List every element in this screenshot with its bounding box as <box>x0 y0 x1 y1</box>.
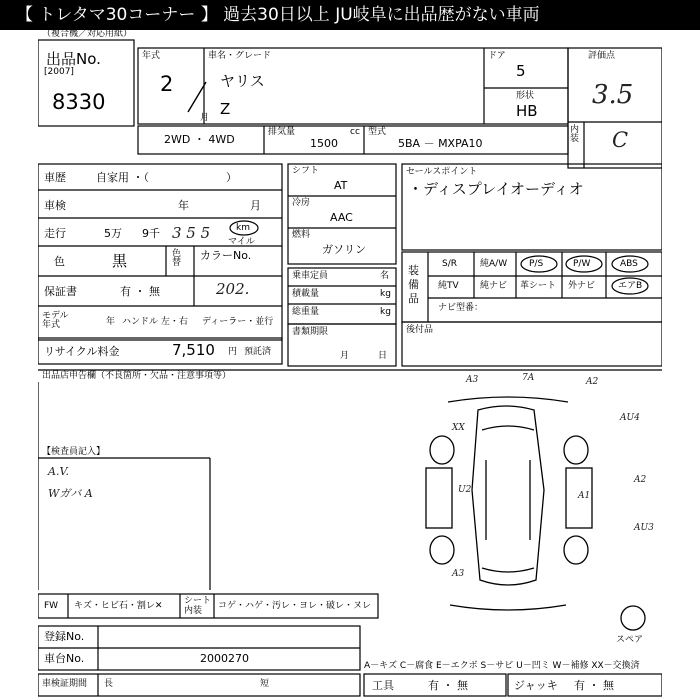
mileage-man: 5万 <box>104 227 122 240</box>
mileage-unit-km: km <box>236 223 250 233</box>
mark-a3-top: A3 <box>466 375 479 385</box>
mileage-label: 走行 <box>44 227 66 240</box>
shape-label: 形状 <box>516 91 535 101</box>
warranty-label: 保証書 <box>44 285 77 298</box>
docs-expiry-month: 月 <box>340 351 350 361</box>
model-grade: Z <box>220 100 231 118</box>
year-value: 2 <box>160 72 174 96</box>
auction-sheet <box>38 30 662 698</box>
capacity-unit-1: kg <box>380 289 391 299</box>
score-label: 評価点 <box>588 51 616 61</box>
type-label: 型式 <box>368 127 387 137</box>
displacement-unit: cc <box>350 127 360 137</box>
color-value: 黒 <box>112 252 128 270</box>
equipment-leather: 革シート <box>520 281 557 291</box>
jack-label: ジャッキ <box>514 679 558 692</box>
recycle-label: リサイクル料金 <box>44 345 120 358</box>
recycle-value: 7,510 <box>172 341 215 359</box>
jack-value: 有 ・ 無 <box>574 679 614 692</box>
color-change: 色替 <box>172 249 182 268</box>
equipment-navi: 純ナビ <box>480 281 508 291</box>
cert-label: 車検証期間 <box>42 679 88 689</box>
chassis-value: 2000270 <box>200 652 249 665</box>
equipment-ps: P/S <box>529 259 544 269</box>
registration-label: 登録No. <box>44 630 85 643</box>
retrofit-label: 後付品 <box>406 325 434 335</box>
history-label: 車歴 <box>44 171 66 184</box>
recycle-status: 預託済 <box>244 347 272 357</box>
doors-label: ドア <box>488 51 506 61</box>
header-note: （複合機／対応用紙） <box>42 29 133 39</box>
mark-u2: U2 <box>458 485 472 495</box>
equipment-abs: ABS <box>620 259 638 269</box>
mark-a3-bottom: A3 <box>452 569 465 579</box>
drive: 2WD ・ 4WD <box>164 133 235 146</box>
equipment-ext-navi: 外ナビ <box>568 281 596 291</box>
capacity-label-0: 乗車定員 <box>292 271 329 281</box>
tools-label: 工具 <box>372 679 394 692</box>
tools-value: 有 ・ 無 <box>428 679 468 692</box>
capacity-unit-0: 名 <box>380 271 390 281</box>
chassis-label: 車台No. <box>44 652 85 665</box>
fw-text: キズ・ヒビ石・割レ✕ <box>74 601 163 611</box>
equipment-tv: 純TV <box>438 281 459 291</box>
lot-number: 8330 <box>52 90 106 114</box>
fw-seat-text: コゲ・ハゲ・汚レ・ヨレ・破レ・ヌレ <box>218 601 372 611</box>
mark-au4: AU4 <box>620 413 640 423</box>
shape-value: HB <box>516 102 538 120</box>
lot-stamp: [2007] <box>44 67 74 77</box>
score-value: 3.5 <box>592 80 634 110</box>
fw-label: FW <box>44 601 59 611</box>
color-label: 色 <box>54 255 65 268</box>
equipment-navi-model: ナビ型番： <box>438 303 484 313</box>
inspector-label: 【検査員記入】 <box>42 447 106 457</box>
history-value: 自家用 ・（ ） <box>96 171 237 184</box>
fuel-label: 燃料 <box>292 230 311 240</box>
type-value: 5BA － MXPA10 <box>398 137 483 150</box>
mark-7a: 7A <box>522 373 535 383</box>
capacity-unit-2: kg <box>380 307 391 317</box>
warranty-value: 有 ・ 無 <box>120 285 160 298</box>
equipment-label: 装備品 <box>408 264 419 305</box>
shift-value: AT <box>334 179 348 192</box>
year-label: 年式 <box>142 51 161 61</box>
docs-expiry-label: 書類期限 <box>292 327 329 337</box>
model-name: ヤリス <box>220 72 265 90</box>
mileage-digits: 3 5 5 <box>172 224 211 242</box>
mileage-unit-mile: マイル <box>228 237 255 247</box>
interior-label: 内装 <box>570 125 580 144</box>
cert-short: 短 <box>260 679 270 689</box>
model-year-label: モデル年式 <box>42 311 69 330</box>
inspection-month: 月 <box>250 199 261 212</box>
year-month: 月 <box>200 113 210 123</box>
mark-a1: A1 <box>578 491 591 501</box>
mileage-sen: 9千 <box>142 227 160 240</box>
lot-label: 出品No. <box>46 50 101 68</box>
mark-a2-right: A2 <box>634 475 647 485</box>
model-year-dealer: ディーラー・並行 <box>202 317 274 327</box>
displacement-value: 1500 <box>310 137 338 150</box>
capacity-label-2: 総重量 <box>292 307 320 317</box>
banner: 【 トレタマ30コーナー 】 過去30日以上 JU岐阜に出品歴がない車両 <box>0 0 700 30</box>
color-no: 202. <box>216 280 250 298</box>
capacity-label-1: 積載量 <box>292 289 320 299</box>
spare-label: スペア <box>616 635 644 645</box>
aircon-label: 冷房 <box>292 198 311 208</box>
color-no-label: カラーNo. <box>200 249 252 262</box>
model-label: 車名・グレード <box>208 51 272 61</box>
equipment-airbag: エアB <box>618 281 643 291</box>
displacement-label: 排気量 <box>268 127 296 137</box>
inspection-label: 車検 <box>44 199 66 212</box>
fuel-value: ガソリン <box>322 243 366 256</box>
aircon-value: AAC <box>330 211 353 224</box>
fw-seat-label: シート内装 <box>184 596 212 616</box>
equipment-pw: P/W <box>573 259 591 269</box>
inspector-note-2: Wガバ A <box>48 487 93 500</box>
shift-label: シフト <box>292 166 320 176</box>
interior-value: C <box>612 128 629 152</box>
doors-value: 5 <box>516 62 526 80</box>
report-label: 出品店申告欄（不良箇所・欠品・注意事項等） <box>42 371 232 381</box>
cert-long: 長 <box>104 679 114 689</box>
equipment-aw: 純A/W <box>480 259 508 269</box>
inspector-note-1: A.V. <box>48 465 69 478</box>
selling-point-value: ・ディスプレイオーディオ <box>408 180 584 198</box>
mark-au3: AU3 <box>634 523 654 533</box>
docs-expiry-day: 日 <box>378 351 388 361</box>
mark-xx: XX <box>452 423 465 433</box>
model-year-year: 年 <box>106 317 116 327</box>
model-year-handle: ハンドル 左・右 <box>122 317 188 327</box>
inspection-year: 年 <box>178 199 189 212</box>
selling-point-label: セールスポイント <box>406 167 478 177</box>
recycle-unit: 円 <box>228 347 238 357</box>
damage-legend: A－キズ C－腐食 E－エクボ S－サビ U－凹ミ W－補修 XX－交換済 <box>364 661 640 671</box>
equipment-sr: S/R <box>442 259 457 269</box>
mark-a2-top: A2 <box>586 377 599 387</box>
